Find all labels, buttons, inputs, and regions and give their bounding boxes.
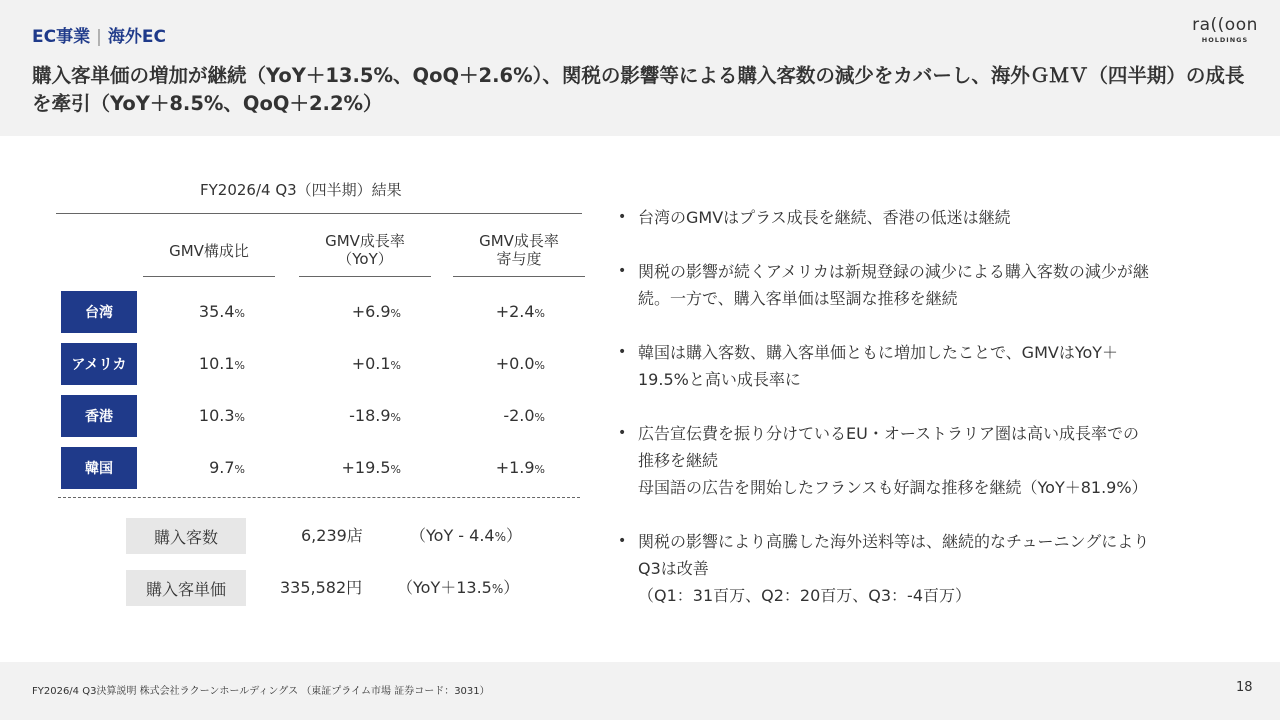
kpi-yoy-customers xyxy=(410,518,522,554)
cell-contribution-hongkong xyxy=(450,395,545,437)
bullet-item xyxy=(616,420,1246,501)
bullet-item xyxy=(616,258,1246,312)
row-label-hongkong: 香港 xyxy=(61,395,137,437)
column-header-growth-underline xyxy=(299,276,431,277)
bullet-line: 推移を継続 xyxy=(638,451,719,470)
bullet-item xyxy=(616,204,1246,231)
cell-value: +0.1 xyxy=(351,354,391,373)
footer-text: FY2026/4 Q3決算説明 株式会社ラクーンホールディングス （東証プライム市場 証券コード：3031） xyxy=(32,686,490,697)
kpi-yoy-close: ） xyxy=(503,578,520,597)
table-top-rule xyxy=(56,213,582,214)
cell-growth-taiwan xyxy=(300,291,401,333)
bullet-line: • 関税の影響により高騰した海外送料等は、継続的なチューニングにより xyxy=(638,532,1150,551)
bullet-line: 母国語の広告を開始したフランスも好調な推移を継続（YoY＋81.9%） xyxy=(638,478,1148,497)
kpi-yoy-value: （YoY＋13.5 xyxy=(397,578,492,597)
slide-body xyxy=(0,136,1280,662)
cell-unit: % xyxy=(234,411,245,424)
bullet-line: • 台湾のGMVはプラス成長を継続、香港の低迷は継続 xyxy=(638,208,1011,227)
kpi-yoy-value: （YoY - 4.4 xyxy=(410,526,495,545)
cell-value: 9.7 xyxy=(209,458,235,477)
bullet-line: Q3は改善 xyxy=(638,559,709,578)
slide-headline: 購入客単価の増加が継続（YoY＋13.5%、QoQ＋2.6%）、関税の影響等による購入客数の減少をカバーし、海外ＧＭＶ（四半期）の成長を牽引（YoY＋8.5%、QoQ＋2.2%） xyxy=(32,64,1245,115)
commentary-bullets xyxy=(616,204,1246,609)
bullet-line: • 関税の影響が続くアメリカは新規登録の減少による購入客数の減少が継 xyxy=(638,262,1149,281)
cell-unit: % xyxy=(390,463,401,476)
bullet-item xyxy=(616,528,1246,609)
page-number: 18 xyxy=(1236,680,1253,695)
cell-unit: % xyxy=(534,463,545,476)
section-name: EC事業 xyxy=(32,27,91,47)
cell-value: +19.5 xyxy=(341,458,391,477)
cell-value: 35.4 xyxy=(198,302,235,321)
column-header-growth-line1: GMV成長率 xyxy=(325,232,405,250)
cell-share-hongkong xyxy=(150,395,245,437)
kpi-value-avg-spend: 335,582円 xyxy=(280,578,363,597)
cell-value: -2.0 xyxy=(503,406,535,425)
logo-mark: ra((oon xyxy=(1192,15,1258,35)
table-title: FY2026/4 Q3（四半期）結果 xyxy=(200,181,402,199)
bullet-line: • 韓国は購入客数、購入客単価ともに増加したことで、GMVはYoY＋ xyxy=(638,343,1119,362)
section-separator: | xyxy=(96,27,102,47)
cell-value: -18.9 xyxy=(349,406,391,425)
column-header-share xyxy=(143,242,275,260)
subsection-name: 海外EC xyxy=(107,27,166,47)
table-dashed-rule xyxy=(58,497,580,498)
cell-unit: % xyxy=(390,307,401,320)
logo-subtext: HOLDINGS xyxy=(1201,36,1249,44)
kpi-yoy-avg-spend xyxy=(397,570,519,606)
column-header-share-underline xyxy=(143,276,275,277)
cell-unit: % xyxy=(534,307,545,320)
kpi-value-customers: 6,239店 xyxy=(301,526,363,545)
kpi-yoy-close: ） xyxy=(506,526,523,545)
cell-share-usa xyxy=(150,343,245,385)
slide-footer xyxy=(0,662,1280,720)
row-label-taiwan: 台湾 xyxy=(61,291,137,333)
cell-unit: % xyxy=(234,307,245,320)
row-label-korea: 韓国 xyxy=(61,447,137,489)
row-label-usa: アメリカ xyxy=(61,343,137,385)
cell-contribution-usa xyxy=(450,343,545,385)
bullet-line: 19.5%と高い成長率に xyxy=(638,370,801,389)
cell-value: 10.1 xyxy=(198,354,235,373)
column-header-contribution-underline xyxy=(453,276,585,277)
bullet-line: • 広告宣伝費を振り分けているEU・オーストラリア圏は高い成長率での xyxy=(638,424,1140,443)
cell-contribution-taiwan xyxy=(450,291,545,333)
cell-contribution-korea xyxy=(450,447,545,489)
kpi-label-customers: 購入客数 xyxy=(126,518,246,554)
column-header-share-label: GMV構成比 xyxy=(169,242,249,260)
column-header-contribution-line2: 寄与度 xyxy=(496,250,542,268)
cell-unit: % xyxy=(234,359,245,372)
column-header-contribution-line1: GMV成長率 xyxy=(479,232,559,250)
cell-share-taiwan xyxy=(150,291,245,333)
cell-value: +2.4 xyxy=(495,302,535,321)
kpi-yoy-unit: % xyxy=(491,582,504,596)
cell-unit: % xyxy=(390,411,401,424)
kpi-yoy-unit: % xyxy=(494,530,507,544)
column-header-contribution xyxy=(453,232,585,268)
bullet-line: 続。一方で、購入客単価は堅調な推移を継続 xyxy=(638,289,958,308)
cell-unit: % xyxy=(390,359,401,372)
cell-value: +0.0 xyxy=(495,354,535,373)
slide-header xyxy=(0,0,1280,136)
cell-unit: % xyxy=(534,411,545,424)
bullet-line: （Q1：31百万、Q2：20百万、Q3：-4百万） xyxy=(638,586,971,605)
cell-unit: % xyxy=(534,359,545,372)
cell-value: +6.9 xyxy=(351,302,391,321)
section-tag xyxy=(32,22,166,47)
column-header-growth xyxy=(299,232,431,268)
company-logo xyxy=(1190,14,1260,48)
cell-growth-usa xyxy=(300,343,401,385)
cell-growth-korea xyxy=(300,447,401,489)
cell-value: 10.3 xyxy=(198,406,235,425)
bullet-item xyxy=(616,339,1246,393)
cell-growth-hongkong xyxy=(300,395,401,437)
cell-value: +1.9 xyxy=(495,458,535,477)
column-header-growth-line2: （YoY） xyxy=(337,250,393,268)
cell-share-korea xyxy=(150,447,245,489)
cell-unit: % xyxy=(234,463,245,476)
kpi-label-avg-spend: 購入客単価 xyxy=(126,570,246,606)
